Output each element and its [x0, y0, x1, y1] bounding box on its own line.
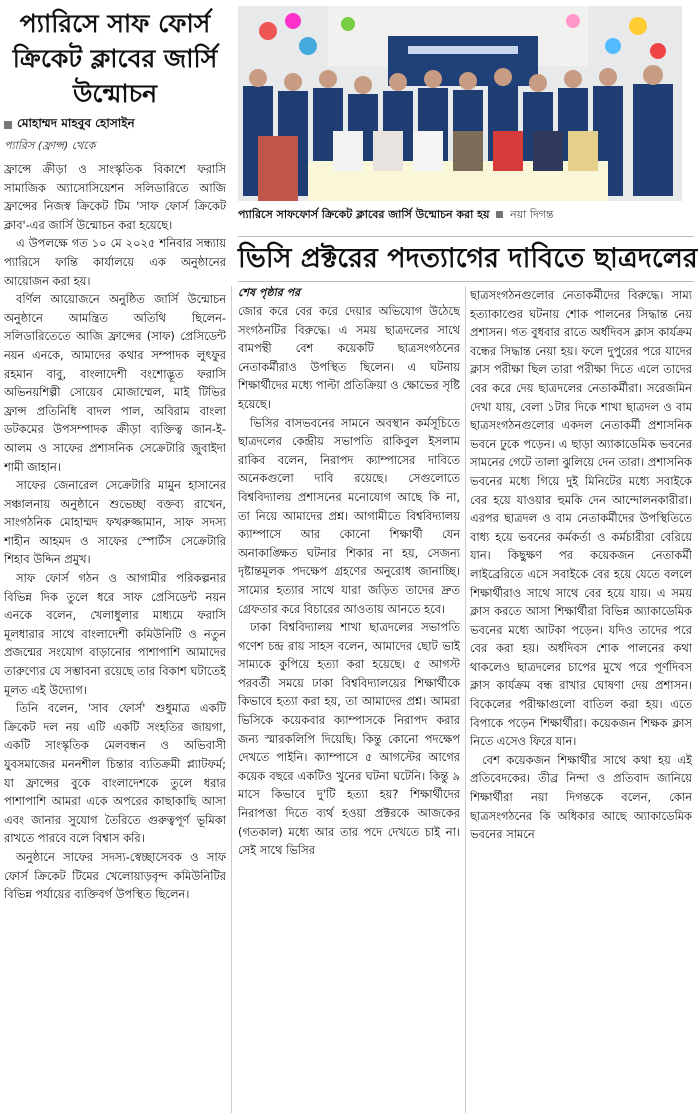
- square-bullet-icon: [4, 121, 12, 129]
- right-headline: ভিসি প্রক্টরের পদত্যাগের দাবিতে ছাত্রদলের: [238, 236, 694, 282]
- continued-label: শেষ পৃষ্ঠার পর: [238, 286, 301, 299]
- left-paragraph: বর্ণিল আয়োজনে অনুষ্ঠিত জার্সি উন্মোচন অনুষ্ঠানে আমন্ত্রিত অতিথি ছিলেন- সলিডারিতেতে আজি ফ্রান্সের (সাফ) প্রেসিডেন্ট নয়ন এনকে, আমাদের কথার সম্পাদক লুৎফুর রহমান বাবু, বাংলাদেশী বংশোদ্ভূত ফরাসি অভিনয়শিল্পী সোয়েব মোজাম্মেল, মাই টিভির ফ্রান্স প্রতিনিধি বাদল পাল, অবিরাম বাংলা ডটকমের উপসম্পাদক ক্রীড়া ব্যক্তিত্ব জান-ই-আলম ও সাফের প্রশাসনিক সেক্রেটারি জুবাইদা শামী জাহান।: [4, 292, 226, 474]
- left-paragraph: এ উপলক্ষে গত ১০ মে ২০২৫ শনিবার সন্ধ্যায় প্যারিসে ফান্তি কার্যালয়ে এক অনুষ্ঠানের আয়োজন করা হয়।: [4, 236, 226, 288]
- left-headline: প্যারিসে সাফ ফোর্স ক্রিকেট ক্লাবের জার্সি উন্মোচন: [12, 9, 218, 108]
- right-paragraph: জোর করে বের করে দেয়ার অভিযোগ উঠেছে সংগঠনটির বিরুদ্ধে। এ সময় ছাত্রদলের সাথে বামপন্থী বেশ কয়েকটি ছাত্রসংগঠনের নেতাকর্মীরাও উপস্থিত ছিলেন। এ ঘটনায় শিক্ষার্থীদের মধ্যে পাল্টা প্রতিক্রিয়া ও ক্ষোভের সৃষ্টি হয়েছে।: [238, 304, 460, 411]
- left-paragraph: সাফের জেনারেল সেক্রেটারি মামুন হাসানের সঞ্চালনায় অনুষ্ঠানে শুভেচ্ছা বক্তব্য রাখেন, সাংগঠনিক মোহাম্মদ ফখরুজ্জামান, সাফ সদস্য শাহীন আহমদ ও সাফের স্পোর্টস সেক্রেটারি শিহাব উদ্দিন প্রমুখ।: [4, 478, 226, 567]
- right-paragraph: ছাত্রসংগঠনগুলোর নেতাকর্মীদের বিরুদ্ধে। সাম্য হত্যাকাণ্ডের ঘটনায় শোক পালনের সিদ্ধান্ত নেয় প্রশাসন। গত বুধবার রাতে অর্ধদিবস ক্লাস কার্যক্রম বন্ধের সিদ্ধান্ত নেয়া হয়। ফলে দুপুরের পরে যাদের ক্লাস পরীক্ষা ছিল তারা পরীক্ষা দিতে এলে তাদের বের করে দেয় ছাত্রদলের নেতাকর্মীরা। সরেজমিন দেখা যায়, বেলা ১টার দিকে শাখা ছাত্রদল ও বাম ছাত্রসংগঠনগুলোর একদল নেতাকর্মী প্রশাসনিক ভবনে ঢুকে পড়েন। এ ছাড়া অ্যাকাডেমিক ভবনের সামনের গেটে তালা ঝুলিয়ে দেন তারা। প্রশাসনিক ভবনের মধ্যে গিয়ে দুই মিনিটের মধ্যে সবাইকে বের হয়ে যাওয়ার হুমকি দেন আন্দোলনকারীরা। এরপর ছাত্রদল ও বাম নেতাকর্মীদের উপস্থিতিতে বাধ্য হয়ে ভবনের কর্মকর্তা ও কর্মচারীরা বেরিয়ে যান। কিছুক্ষণ পর কয়েকজন নেতাকর্মী লাইব্রেরিতে এসে সবাইকে বের হয়ে যেতে বললে শিক্ষার্থীরাও সাথে সাথে বের হয়ে যায়। এ সময় ক্লাস করতে আসা শিক্ষার্থীরা বিভিন্ন অ্যাকাডেমিক ভবনের মধ্যে আটকা পড়েন। যদিও তাদের পরে বের করা হয়। অর্ধদিবস শোক পালনের কথা থাকলেও ছাত্রদলের চাপের মুখে পরে পূর্ণদিবস ক্লাস কার্যক্রম বন্ধ রাখার ঘোষণা দেয় প্রশাসন। বিকেলের পরীক্ষাগুলো বাতিল করা হয়। এতে বিপাকে পড়েন শিক্ষার্থীরা। কয়েকজন শিক্ষক ক্লাস নিতে এসেও ফিরে যান।: [470, 288, 692, 749]
- event-photo: [238, 6, 682, 201]
- right-paragraph: ঢাকা বিশ্ববিদ্যালয় শাখা ছাত্রদলের সভাপতি গণেশ চন্দ্র রায় সাহস বলেন, আমাদের ছোট ভাই সাম্যকে কুপিয়ে হত্যা করা হয়েছে। ৫ আগস্ট পরবর্তী সময়ে ঢাকা বিশ্ববিদ্যালয়ের শিক্ষার্থীকে কিভাবে হত্যা করা হয়, তা আমাদের প্রশ্ন। আমরা ভিসিকে কয়েকবার ক্যাম্পাসকে নিরাপদ করার জন্য স্মারকলিপি দিয়েছি। কিন্তু কোনো পদক্ষেপ দেখতে পাইনি। ক্যাম্পাসে ৫ আগস্টের আগের কয়েক বছরে একটিও খুনের ঘটনা ঘটেনি। কিন্তু ৯ মাসে কিভাবে দু'টি হত্যা হয়? শিক্ষার্থীদের নিরাপত্তা দিতে ব্যর্থ হওয়া প্রক্টরকে আজকের (গতকাল) মধ্যে আর তার পদে দেখতে চাই না। সেই সাথে ভিসির: [238, 620, 460, 858]
- left-paragraph: তিনি বলেন, 'সাব ফোর্স' শুধুমাত্র একটি ক্রিকেট দল নয় এটি একটি সংহতির জায়গা, একটি সাংস্কৃতিক মেলবন্ধন ও অভিবাসী যুবসমাজের মননশীল চিন্তার ব্যতিক্রমী প্ল্যাটফর্ম; যা ফ্রান্সের বুকে বাংলাদেশকে তুলে ধরার পাশাপাশি আমরা একে অপরের কাছাকাছি আসা এবং জানার সুযোগ তৈরিতে গুরুত্বপূর্ণ ভূমিকা রাখতে পারবে বলে বিশ্বাস করি।: [4, 701, 226, 846]
- left-paragraph: ফ্রান্সে ক্রীড়া ও সাংস্কৃতিক বিকাশে ফরাসি সামাজিক অ্যাসোসিয়েশন সলিডারিতে আজি ফ্রান্সের নিজস্ব ক্রিকেট টিম 'সাফ ফোর্স ক্রিকেট ক্লাব'-এর জার্সি উন্মোচন করা হয়েছে।: [4, 162, 226, 232]
- left-paragraph: অনুষ্ঠানে সাফের সদস্য-স্বেচ্ছাসেবক ও সাফ ফোর্স ক্রিকেট টিমের খেলোয়াড়বৃন্দ কমিউনিটির বিভিন্ন পর্যায়ের ব্যক্তিবর্গ উপস্থিত ছিলেন।: [4, 849, 226, 902]
- dateline: প্যারিস (ফ্রান্স) থেকে: [4, 139, 96, 152]
- column-divider: [465, 286, 466, 1113]
- column-divider: [231, 286, 232, 1113]
- event-photo-illustration: [238, 6, 682, 201]
- square-bullet-icon: [496, 211, 503, 218]
- left-paragraph: সাফ ফোর্স গঠন ও আগামীর পরিকল্পনার বিভিন্ন দিক তুলে ধরে সাফ প্রেসিডেন্ট নয়ন এনকে বলেন, খেলাধুলার মাধ্যমে ফরাসি মূলধারার সাথে বাংলাদেশী কমিউনিটি ও নতুন প্রজন্মের সংযোগ বাড়ানোর পাশাপাশি আমাদের তারুণ্যের যে সম্ভাবনা রয়েছে তার বিকাশ ঘটাতেই মূলত এই উদ্যোগ।: [4, 571, 226, 697]
- byline: [4, 115, 226, 135]
- byline-name: মোহাম্মদ মাহবুব হোসাইন: [17, 116, 135, 130]
- caption-text: প্যারিসে সাফফোর্স ক্রিকেট ক্লাবের জার্সি উন্মোচন করা হয়: [238, 208, 490, 221]
- right-paragraph: ভিসির বাসভবনের সামনে অবস্থান কর্মসূচিতে ছাত্রদলের কেন্দ্রীয় সভাপতি রাকিবুল ইসলাম রাকিব বলেন, নিরাপদ ক্যাম্পাসের দাবিতে অনেকগুলো দাবি রয়েছে। সেগুলোতে বিশ্ববিদ্যালয় প্রশাসনের মনোযোগ আছে কি না, তা নিয়ে আমাদের প্রশ্ন। আগামীতে বিশ্ববিদ্যালয় ক্যাম্পাসে আর কোনো শিক্ষার্থী যেন অনাকাঙ্ক্ষিত ঘটনার শিকার না হয়, সেজন্য দৃষ্টান্তমূলক পদক্ষেপ গ্রহণের অনুরোধ জানাচ্ছি। সাম্যের হত্যার সাথে যারা জড়িত তাদের দ্রুত গ্রেফতার করে বিচারের আওতায় আনতে হবে।: [238, 415, 460, 616]
- photo-caption: [238, 206, 694, 225]
- caption-source: নয়া দিগন্ত: [510, 208, 554, 221]
- right-article-column-2: [470, 286, 692, 1113]
- right-article-column-1: [238, 286, 460, 1113]
- right-paragraph: বেশ কয়েকজন শিক্ষার্থীর সাথে কথা হয় এই প্রতিবেদকের। তীব্র নিন্দা ও প্রতিবাদ জানিয়ে শিক্ষার্থীরা নয়া দিগন্তকে বলেন, কোন ছাত্রসংগঠনের কি অধিকার আছে অ্যাকাডেমিক ভবনের সামনে: [470, 752, 692, 842]
- left-article: [4, 0, 226, 1113]
